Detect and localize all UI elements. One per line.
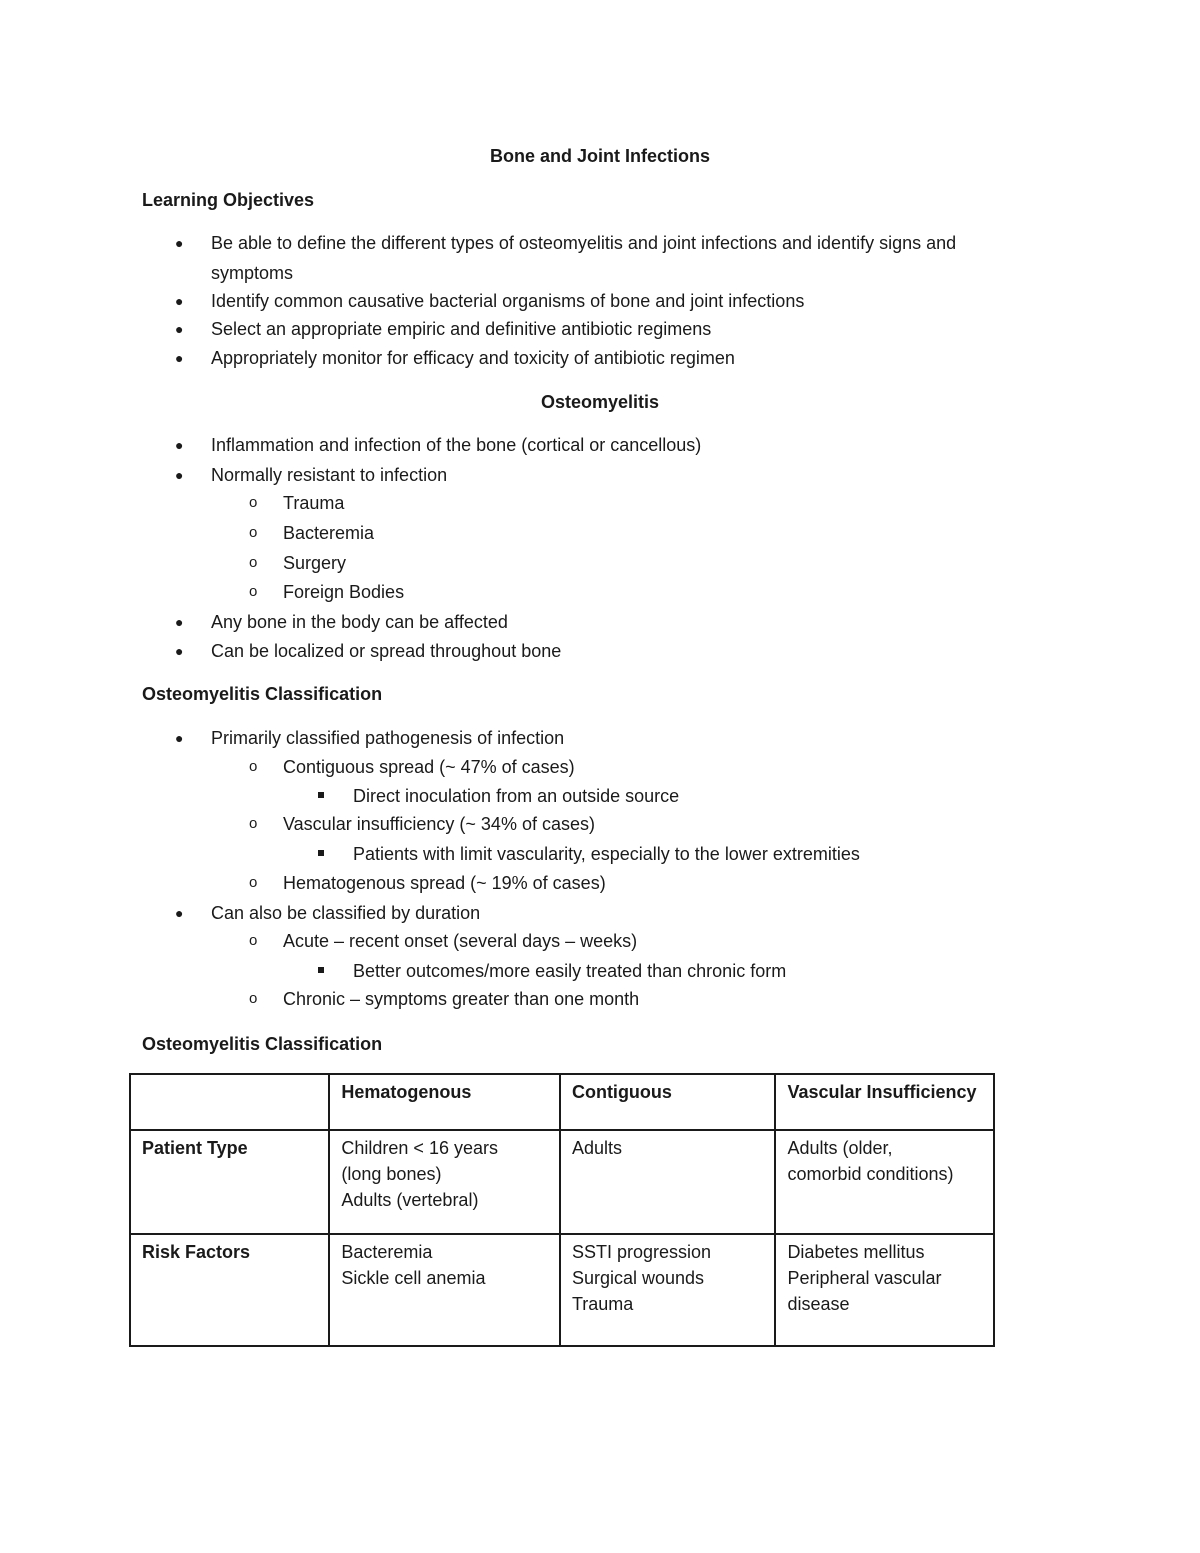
square-bullet-icon [318, 792, 324, 798]
table-row [130, 1234, 994, 1346]
sub-list-item: Trauma [283, 493, 345, 513]
sub-list-item: Contiguous spread (~ 47% of cases) [283, 757, 575, 777]
list-item: Normally resistant to infection [211, 465, 448, 485]
bullet-icon: ● [175, 293, 184, 309]
cell-line: (long bones) [341, 1164, 442, 1184]
bullet-icon: ● [175, 905, 184, 921]
classification-heading: Osteomyelitis Classification [142, 684, 383, 704]
page-title: Bone and Joint Infections [489, 146, 710, 166]
table-cell [775, 1234, 994, 1346]
bullet-icon: ● [175, 235, 184, 251]
classification-table [129, 1073, 995, 1347]
cell-line: Trauma [571, 1294, 634, 1314]
sub-bullet-icon: o [249, 494, 258, 511]
cell-line: Peripheral vascular [787, 1268, 942, 1288]
osteomyelitis-heading: Osteomyelitis [540, 392, 660, 412]
cell-line: Surgical wounds [571, 1268, 705, 1288]
list-item: Can also be classified by duration [211, 903, 481, 923]
sub-list-item: Vascular insufficiency (~ 34% of cases) [283, 814, 595, 834]
bullet-icon: ● [175, 643, 184, 659]
table-heading: Osteomyelitis Classification [142, 1034, 383, 1054]
sub-list-item: Chronic – symptoms greater than one month [283, 989, 640, 1009]
sub-bullet-icon: o [249, 874, 258, 891]
sub-bullet-icon: o [249, 758, 258, 775]
table-cell [329, 1130, 560, 1234]
list-item: Any bone in the body can be affected [211, 612, 508, 632]
table-row [130, 1130, 994, 1234]
table-header-cell: Hematogenous [329, 1074, 560, 1130]
sub-sub-list-item: Direct inoculation from an outside source [353, 786, 680, 806]
table-cell [560, 1234, 775, 1346]
list-item: Identify common causative bacterial organisms of bone and joint infections [211, 291, 805, 311]
list-item: Appropriately monitor for efficacy and toxicity of antibiotic regimen [211, 348, 735, 368]
table-cell [560, 1130, 775, 1234]
list-item-continuation: symptoms [211, 263, 294, 283]
bullet-icon: ● [175, 350, 184, 366]
sub-list-item: Hematogenous spread (~ 19% of cases) [283, 873, 606, 893]
square-bullet-icon [318, 967, 324, 973]
row-label: Patient Type [130, 1130, 329, 1234]
sub-bullet-icon: o [249, 524, 258, 541]
cell-line: SSTI progression [571, 1242, 712, 1262]
sub-bullet-icon: o [249, 932, 258, 949]
cell-line: Adults [571, 1138, 622, 1158]
sub-sub-list-item: Better outcomes/more easily treated than chronic form [353, 961, 787, 981]
list-item: Select an appropriate empiric and definitive antibiotic regimens [211, 319, 712, 339]
list-item: Can be localized or spread throughout bone [211, 641, 562, 661]
table-header-row [130, 1074, 994, 1130]
cell-line: Bacteremia [341, 1242, 433, 1262]
square-bullet-icon [318, 850, 324, 856]
learning-objectives-heading: Learning Objectives [142, 190, 315, 210]
bullet-icon: ● [175, 467, 184, 483]
table-header-cell [130, 1074, 329, 1130]
cell-line: Children < 16 years [341, 1138, 498, 1158]
table-header-cell: Vascular Insufficiency [775, 1074, 994, 1130]
sub-bullet-icon: o [249, 990, 258, 1007]
cell-line: Sickle cell anemia [341, 1268, 486, 1288]
row-label: Risk Factors [130, 1234, 329, 1346]
list-item: Inflammation and infection of the bone (cortical or cancellous) [211, 435, 702, 455]
cell-line: Adults (older, [787, 1138, 893, 1158]
list-item: Primarily classified pathogenesis of infection [211, 728, 565, 748]
bullet-icon: ● [175, 437, 184, 453]
list-item: Be able to define the different types of osteomyelitis and joint infections and identify signs and [211, 233, 957, 253]
cell-line: Adults (vertebral) [341, 1190, 479, 1210]
sub-list-item: Surgery [283, 553, 347, 573]
bullet-icon: ● [175, 321, 184, 337]
sub-bullet-icon: o [249, 554, 258, 571]
cell-line: Diabetes mellitus [787, 1242, 925, 1262]
table-cell [775, 1130, 994, 1234]
sub-list-item: Foreign Bodies [283, 582, 405, 602]
table-cell [329, 1234, 560, 1346]
sub-bullet-icon: o [249, 583, 258, 600]
cell-line: comorbid conditions) [787, 1164, 954, 1184]
sub-bullet-icon: o [249, 815, 258, 832]
bullet-icon: ● [175, 614, 184, 630]
sub-sub-list-item: Patients with limit vascularity, especially to the lower extremities [353, 844, 860, 864]
bullet-icon: ● [175, 730, 184, 746]
table-header-cell: Contiguous [560, 1074, 775, 1130]
cell-line: disease [787, 1294, 850, 1314]
sub-list-item: Bacteremia [283, 523, 375, 543]
sub-list-item: Acute – recent onset (several days – weeks) [283, 931, 638, 951]
